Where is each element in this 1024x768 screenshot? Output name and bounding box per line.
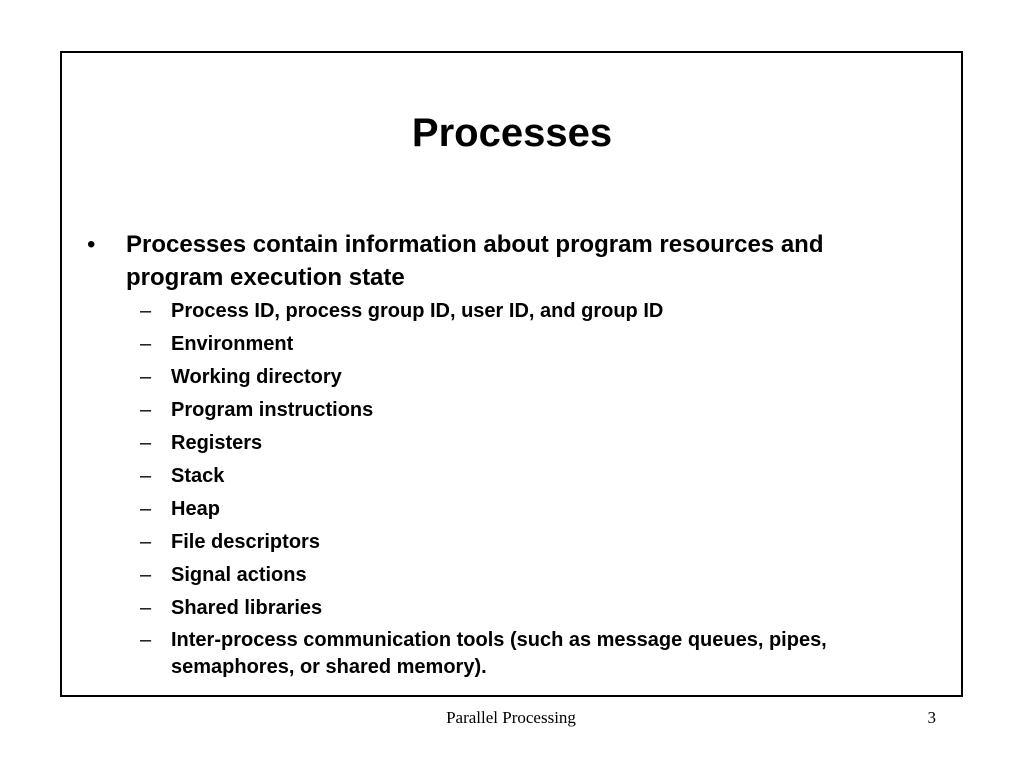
sub-bullet-text: Working directory (171, 366, 342, 388)
sub-bullet-text: Environment (171, 333, 294, 355)
bullet-icon: • (87, 231, 96, 258)
sub-bullet-text: Signal actions (171, 564, 307, 586)
dash-icon: – (140, 333, 152, 355)
sub-bullet-item (87, 429, 927, 458)
slide-content (87, 228, 927, 685)
sub-bullet-item (87, 396, 927, 425)
sub-bullet-text: Shared libraries (171, 597, 323, 619)
sub-bullet-item (87, 627, 927, 681)
page-number: 3 (927, 708, 936, 727)
sub-bullet-item (87, 363, 927, 392)
sub-bullet-item (87, 561, 927, 590)
sub-bullet-text: Heap (171, 498, 220, 520)
dash-icon: – (140, 432, 152, 454)
slide-title: Processes (411, 111, 613, 155)
dash-icon: – (140, 498, 152, 520)
sub-bullet-list (87, 297, 927, 681)
sub-bullet-item (87, 330, 927, 359)
sub-bullet-item (87, 462, 927, 491)
main-bullet (87, 228, 927, 294)
dash-icon: – (140, 399, 152, 421)
dash-icon: – (140, 300, 152, 322)
sub-bullet-text: Process ID, process group ID, user ID, and group ID (171, 300, 664, 322)
dash-icon: – (140, 366, 152, 388)
sub-bullet-item (87, 528, 927, 557)
sub-bullet-text: Stack (171, 465, 225, 487)
dash-icon: – (140, 597, 152, 619)
sub-bullet-item (87, 297, 927, 326)
dash-icon: – (140, 564, 152, 586)
sub-bullet-text: Inter-process communication tools (such as message queues, pipes, semaphores, or shared memory). (171, 629, 827, 678)
sub-bullet-text: Program instructions (171, 399, 374, 421)
dash-icon: – (140, 465, 152, 487)
dash-icon: – (140, 629, 152, 651)
footer-title-text: Parallel Processing (446, 708, 576, 727)
footer-title (0, 708, 1024, 728)
sub-bullet-item (87, 594, 927, 623)
sub-bullet-text: Registers (171, 432, 263, 454)
sub-bullet-item (87, 495, 927, 524)
main-bullet-text: Processes contain information about program resources and program execution state (126, 231, 824, 291)
dash-icon: – (140, 531, 152, 553)
sub-bullet-text: File descriptors (171, 531, 320, 553)
